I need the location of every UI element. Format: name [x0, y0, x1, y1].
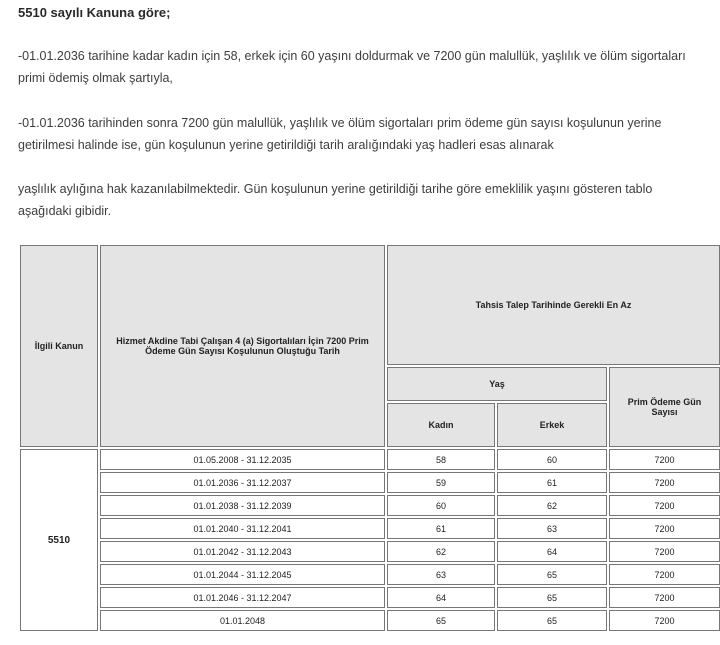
prim-cell: 7200 — [609, 472, 720, 493]
table-row — [20, 541, 720, 562]
table-row — [20, 518, 720, 539]
date-cell: 01.05.2008 - 31.12.2035 — [100, 449, 385, 470]
header-kadin: Kadın — [387, 403, 495, 447]
prim-cell: 7200 — [609, 518, 720, 539]
erkek-cell: 61 — [497, 472, 607, 493]
kadin-cell: 60 — [387, 495, 495, 516]
retirement-age-table — [18, 243, 720, 633]
date-cell: 01.01.2042 - 31.12.2043 — [100, 541, 385, 562]
date-cell: 01.01.2044 - 31.12.2045 — [100, 564, 385, 585]
erkek-cell: 65 — [497, 587, 607, 608]
paragraph-1: -01.01.2036 tarihine kadar kadın için 58, erkek için 60 yaşını doldurmak ve 7200 gün malullük, yaşlılık ve ölüm sigortaları primi ödemiş olmak şartıyla, — [18, 49, 686, 85]
kadin-cell: 59 — [387, 472, 495, 493]
kadin-cell: 64 — [387, 587, 495, 608]
table-row — [20, 472, 720, 493]
date-cell: 01.01.2036 - 31.12.2037 — [100, 472, 385, 493]
page-heading: 5510 sayılı Kanuna göre; — [18, 5, 171, 20]
date-cell: 01.01.2038 - 31.12.2039 — [100, 495, 385, 516]
prim-cell: 7200 — [609, 495, 720, 516]
header-ilgili-kanun: İlgili Kanun — [20, 245, 98, 447]
prim-cell: 7200 — [609, 564, 720, 585]
header-tahsis-talep: Tahsis Talep Tarihinde Gerekli En Az — [387, 245, 720, 365]
kadin-cell: 63 — [387, 564, 495, 585]
paragraph-3: yaşlılık aylığına hak kazanılabilmektedir. Gün koşulunun yerine getirildiği tarihe göre emeklilik yaşını gösteren tablo aşağıdaki gibidir. — [18, 182, 653, 218]
header-hizmet-akdine: Hizmet Akdine Tabi Çalışan 4 (a) Sigortalıları İçin 7200 Prim Ödeme Gün Sayısı Koşulunun Oluştuğu Tarih — [100, 245, 385, 447]
erkek-cell: 64 — [497, 541, 607, 562]
prim-cell: 7200 — [609, 449, 720, 470]
kadin-cell: 65 — [387, 610, 495, 631]
table-row — [20, 449, 720, 470]
erkek-cell: 65 — [497, 564, 607, 585]
erkek-cell: 65 — [497, 610, 607, 631]
header-erkek: Erkek — [497, 403, 607, 447]
erkek-cell: 62 — [497, 495, 607, 516]
paragraph-2: -01.01.2036 tarihinden sonra 7200 gün malullük, yaşlılık ve ölüm sigortaları prim ödeme gün sayısı koşulunun yerine getirilmesi halinde ise, gün koşulunun yerine getirildiği tarih aralığındaki yaş hadleri esas alınarak — [18, 116, 662, 152]
erkek-cell: 63 — [497, 518, 607, 539]
prim-cell: 7200 — [609, 610, 720, 631]
prim-cell: 7200 — [609, 587, 720, 608]
table-row — [20, 495, 720, 516]
header-prim-odeme: Prim Ödeme Gün Sayısı — [609, 367, 720, 447]
date-cell: 01.01.2040 - 31.12.2041 — [100, 518, 385, 539]
table-row — [20, 587, 720, 608]
table-row — [20, 564, 720, 585]
kadin-cell: 61 — [387, 518, 495, 539]
kadin-cell: 58 — [387, 449, 495, 470]
prim-cell: 7200 — [609, 541, 720, 562]
header-yas: Yaş — [387, 367, 607, 401]
date-cell: 01.01.2048 — [100, 610, 385, 631]
kadin-cell: 62 — [387, 541, 495, 562]
table-row — [20, 610, 720, 631]
law-cell: 5510 — [20, 449, 98, 631]
date-cell: 01.01.2046 - 31.12.2047 — [100, 587, 385, 608]
erkek-cell: 60 — [497, 449, 607, 470]
